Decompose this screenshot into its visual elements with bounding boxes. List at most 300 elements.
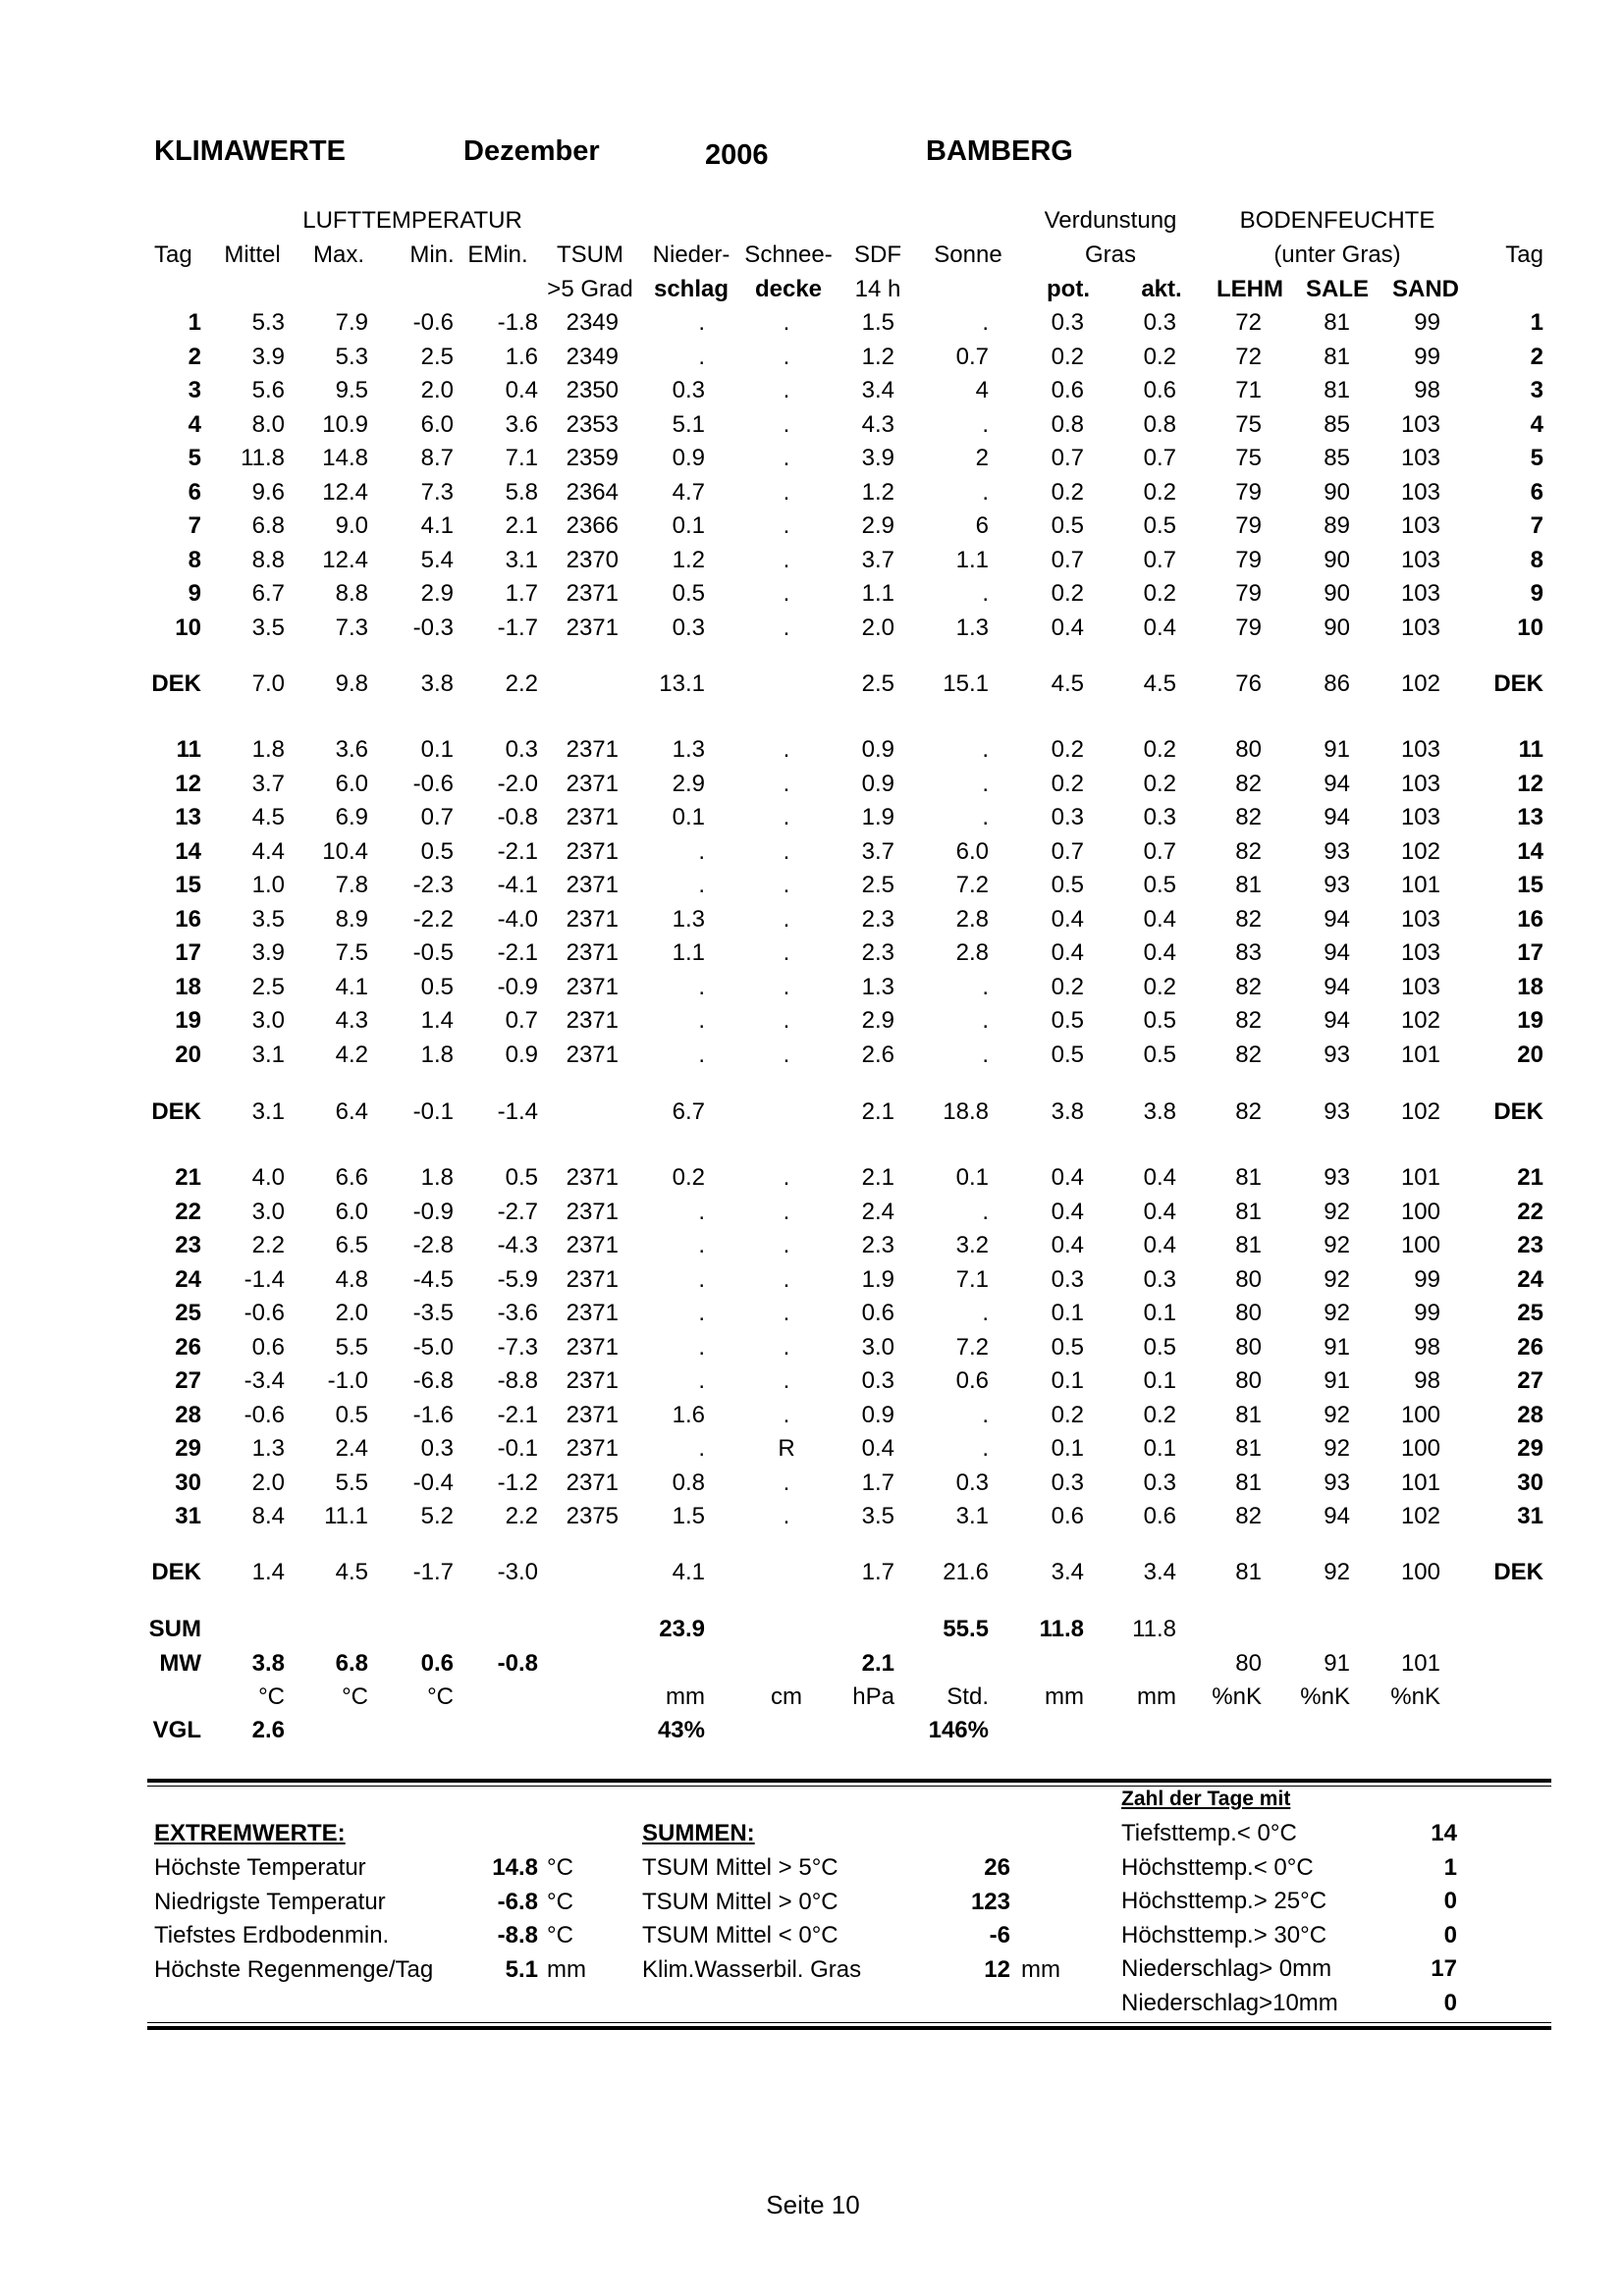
table-cell: 16 [175, 905, 201, 933]
table-cell: 3.4 [1143, 1559, 1176, 1585]
report-month: Dezember [463, 135, 600, 167]
table-cell: 0.2 [672, 1164, 705, 1191]
table-cell: 2353 [566, 410, 619, 438]
stat-label: Höchsttemp.> 30°C [1121, 1921, 1327, 1949]
header-sale: SALE [1305, 276, 1370, 302]
table-cell: 90 [1324, 614, 1350, 641]
table-cell: 5.5 [335, 1468, 368, 1496]
stat-value: 0 [1443, 1888, 1457, 1914]
table-cell: 1.9 [861, 804, 894, 830]
table-cell: 2.5 [861, 670, 894, 697]
table-cell: 11 [176, 736, 201, 763]
table-cell: 3.8 [420, 670, 454, 697]
table-cell: %nK [1212, 1683, 1262, 1710]
table-cell: 4.3 [861, 410, 894, 438]
table-cell: R [778, 1435, 795, 1462]
table-cell: 2.9 [861, 1007, 894, 1034]
table-cell: 0.3 [1143, 309, 1176, 336]
table-cell: 0.8 [672, 1468, 705, 1496]
table-cell: 1 [188, 309, 201, 336]
table-cell: 1.1 [672, 939, 705, 966]
table-cell: . [698, 837, 705, 865]
table-cell: 6 [188, 478, 201, 506]
table-cell: %nK [1390, 1683, 1440, 1710]
table-cell: 2371 [566, 939, 619, 966]
table-cell: 1.0 [251, 872, 285, 898]
table-cell: 8.9 [335, 905, 368, 933]
table-cell: 82 [1235, 770, 1262, 797]
table-cell: . [698, 1333, 705, 1361]
table-cell: 8.7 [420, 445, 454, 471]
table-cell: 103 [1400, 939, 1440, 966]
table-cell: 2 [188, 343, 201, 370]
table-cell: 0.5 [1143, 872, 1176, 898]
table-cell: 76 [1235, 670, 1262, 697]
table-cell: . [783, 1367, 790, 1394]
table-cell: 93 [1324, 1164, 1350, 1191]
table-cell: 0.3 [1051, 1265, 1084, 1293]
table-cell: 82 [1235, 837, 1262, 865]
table-cell: 3 [188, 377, 201, 403]
table-cell: . [783, 1300, 790, 1326]
table-cell: 15.1 [943, 670, 989, 697]
table-cell: 92 [1324, 1435, 1350, 1462]
table-cell: 0.5 [420, 837, 454, 865]
table-cell: 94 [1324, 1007, 1350, 1034]
table-cell: 2350 [566, 377, 619, 403]
table-cell: DEK [151, 670, 201, 697]
table-cell: 4 [975, 377, 989, 403]
table-cell: 2.0 [251, 1468, 285, 1496]
table-cell: 4.1 [672, 1559, 705, 1585]
table-cell: 3.4 [861, 377, 894, 403]
table-cell: 0.4 [1051, 1232, 1084, 1258]
stat-value: -6 [989, 1922, 1010, 1949]
table-cell: DEK [1493, 670, 1543, 697]
table-cell: 81 [1235, 1232, 1262, 1258]
table-cell: 90 [1324, 580, 1350, 607]
header-tsum-sub: >5 Grad [547, 276, 633, 302]
table-cell: 29 [175, 1435, 201, 1462]
table-cell: 20 [1517, 1041, 1543, 1068]
table-cell: 99 [1414, 1265, 1440, 1293]
table-cell: 11.8 [1132, 1616, 1176, 1642]
table-cell: 100 [1400, 1435, 1440, 1462]
table-cell: 8.8 [251, 546, 285, 573]
table-cell: 25 [175, 1300, 201, 1326]
table-cell: MW [159, 1650, 201, 1677]
table-cell: 0.7 [420, 804, 454, 830]
table-cell: 1.4 [420, 1007, 454, 1034]
table-cell: 3.9 [251, 939, 285, 966]
table-cell: . [783, 377, 790, 403]
table-cell: 23 [1517, 1232, 1543, 1258]
table-cell: . [698, 872, 705, 898]
table-cell: 0.5 [1143, 1041, 1176, 1068]
table-cell: 7.1 [955, 1265, 989, 1293]
table-cell: . [698, 1232, 705, 1258]
table-cell: 0.7 [1143, 837, 1176, 865]
table-cell: DEK [1493, 1098, 1543, 1125]
table-cell: 0.2 [1051, 343, 1084, 370]
table-cell: 23 [175, 1232, 201, 1258]
table-cell: 82 [1235, 1503, 1262, 1529]
table-cell: 8 [188, 546, 201, 573]
table-cell: 2371 [566, 973, 619, 1000]
table-cell: -1.6 [412, 1401, 454, 1428]
table-cell: 103 [1400, 905, 1440, 933]
table-cell: mm [666, 1683, 705, 1710]
table-cell: 0.4 [1051, 1198, 1084, 1225]
table-cell: 3.5 [251, 905, 285, 933]
table-cell: -2.0 [497, 770, 538, 797]
table-cell: 2.3 [861, 939, 894, 966]
table-cell: 10.4 [322, 837, 368, 865]
table-cell: . [783, 445, 790, 471]
table-cell: 25 [1517, 1300, 1543, 1326]
table-cell: . [982, 1300, 989, 1326]
table-cell: DEK [1493, 1559, 1543, 1585]
extremwerte-title: EXTREMWERTE: [154, 1820, 346, 1846]
header-sdf-sub: 14 h [854, 276, 901, 302]
table-cell: . [783, 973, 790, 1000]
table-cell: 2.1 [861, 1098, 894, 1125]
table-cell: 4.3 [335, 1007, 368, 1034]
table-cell: 102 [1400, 670, 1440, 697]
table-cell: 9.6 [251, 478, 285, 506]
table-cell: 1.3 [672, 736, 705, 763]
table-cell: 3.9 [861, 445, 894, 471]
stat-unit: mm [1021, 1955, 1060, 1983]
table-cell: 7.3 [335, 614, 368, 641]
table-cell: . [783, 546, 790, 573]
table-cell: 2.4 [335, 1435, 368, 1462]
table-cell: 2371 [566, 736, 619, 763]
table-cell: °C [427, 1683, 454, 1710]
table-cell: -3.5 [412, 1300, 454, 1326]
table-cell: 92 [1324, 1232, 1350, 1258]
table-cell: 0.7 [505, 1007, 538, 1034]
table-cell: 2371 [566, 1435, 619, 1462]
table-cell: 82 [1235, 1007, 1262, 1034]
table-cell: 0.6 [1143, 377, 1176, 403]
table-cell: %nK [1300, 1683, 1350, 1710]
table-cell: 0.6 [1051, 377, 1084, 403]
table-cell: 13.1 [659, 670, 705, 697]
table-cell: 22 [1517, 1198, 1543, 1225]
table-cell: 0.6 [861, 1300, 894, 1326]
table-cell: DEK [151, 1098, 201, 1125]
table-cell: 86 [1324, 670, 1350, 697]
table-cell: 0.6 [1143, 1503, 1176, 1529]
table-cell: . [783, 478, 790, 506]
table-cell: . [982, 309, 989, 336]
table-cell: 103 [1400, 973, 1440, 1000]
table-cell: 10.9 [322, 410, 368, 438]
table-cell: 92 [1324, 1265, 1350, 1293]
report-station: BAMBERG [926, 135, 1073, 167]
table-cell: 0.1 [1051, 1367, 1084, 1394]
table-cell: 0.5 [1143, 1007, 1176, 1034]
table-cell: 2.9 [420, 580, 454, 607]
table-cell: . [982, 1435, 989, 1462]
table-cell: 12.4 [322, 478, 368, 506]
table-cell: 2.1 [861, 1650, 894, 1677]
table-cell: -3.6 [497, 1300, 538, 1326]
rule-bottom-thick [147, 2026, 1551, 2030]
table-cell: 18 [175, 973, 201, 1000]
table-cell: 93 [1324, 1041, 1350, 1068]
table-cell: 18.8 [943, 1098, 989, 1125]
table-cell: 80 [1235, 1333, 1262, 1361]
table-cell: 28 [1517, 1401, 1543, 1428]
zahl-der-tage-title: Zahl der Tage mit [1121, 1788, 1291, 1810]
stat-label: Niedrigste Temperatur [154, 1888, 386, 1915]
table-cell: -2.1 [497, 1401, 538, 1428]
table-cell: 0.5 [1143, 512, 1176, 539]
table-cell: 0.3 [1143, 1265, 1176, 1293]
table-cell: 82 [1235, 905, 1262, 933]
table-cell: 0.2 [1143, 973, 1176, 1000]
table-cell: -0.1 [497, 1435, 538, 1462]
table-cell: . [698, 1007, 705, 1034]
table-cell: 101 [1400, 1164, 1440, 1191]
stat-value: 14.8 [492, 1854, 538, 1881]
table-cell: 2.0 [861, 614, 894, 641]
table-cell: 2.3 [861, 905, 894, 933]
table-cell: 80 [1235, 1367, 1262, 1394]
table-cell: 89 [1324, 512, 1350, 539]
table-cell: 0.7 [1051, 445, 1084, 471]
table-cell: 6.8 [335, 1650, 368, 1677]
table-cell: -1.0 [327, 1367, 368, 1394]
table-cell: 0.1 [1143, 1435, 1176, 1462]
stat-label: Höchste Temperatur [154, 1854, 366, 1881]
table-cell: 1.7 [861, 1468, 894, 1496]
table-cell: 5.1 [672, 410, 705, 438]
table-cell: 85 [1324, 410, 1350, 438]
table-cell: 43% [657, 1717, 705, 1743]
table-cell: 0.3 [672, 614, 705, 641]
table-cell: 6.5 [335, 1232, 368, 1258]
table-cell: 2 [975, 445, 989, 471]
table-cell: 0.2 [1143, 343, 1176, 370]
table-cell: 1.1 [861, 580, 894, 607]
table-cell: 72 [1235, 309, 1262, 336]
table-cell: . [783, 1265, 790, 1293]
table-cell: 2.5 [861, 872, 894, 898]
table-cell: 79 [1235, 478, 1262, 506]
table-cell: 146% [928, 1717, 989, 1743]
stat-label: Tiefsttemp.< 0°C [1121, 1820, 1297, 1846]
stat-label: TSUM Mittel > 5°C [642, 1854, 839, 1881]
table-cell: 91 [1324, 736, 1350, 763]
table-cell: 81 [1235, 1435, 1262, 1462]
header-mittel: Mittel [224, 241, 281, 268]
table-cell: 0.7 [1143, 546, 1176, 573]
table-cell: 6.0 [955, 837, 989, 865]
table-cell: . [982, 770, 989, 797]
header-unter-gras: (unter Gras) [1273, 241, 1401, 268]
table-cell: 0.2 [1051, 770, 1084, 797]
table-cell: -0.9 [412, 1198, 454, 1225]
table-cell: 0.5 [1143, 1333, 1176, 1361]
table-cell: 94 [1324, 770, 1350, 797]
stat-unit: mm [547, 1955, 586, 1983]
table-cell: 102 [1400, 837, 1440, 865]
stat-unit: °C [547, 1888, 573, 1915]
table-cell: 14.8 [322, 445, 368, 471]
table-cell: 2.9 [672, 770, 705, 797]
group-verdunstung: Verdunstung [1044, 207, 1177, 234]
table-cell: . [698, 1265, 705, 1293]
table-cell: -2.7 [497, 1198, 538, 1225]
table-cell: . [698, 1435, 705, 1462]
table-cell: SUM [148, 1616, 201, 1642]
table-cell: 7.2 [955, 872, 989, 898]
table-cell: 101 [1400, 1650, 1440, 1677]
table-cell: 2.0 [420, 377, 454, 403]
table-cell: 0.5 [1051, 1041, 1084, 1068]
table-cell: 2366 [566, 512, 619, 539]
table-cell: 24 [175, 1265, 201, 1293]
table-cell: -3.0 [497, 1559, 538, 1585]
table-cell: -7.3 [497, 1333, 538, 1361]
table-cell: . [698, 1041, 705, 1068]
table-cell: 3.4 [1051, 1559, 1084, 1585]
table-cell: . [698, 1300, 705, 1326]
table-cell: 0.7 [955, 343, 989, 370]
table-cell: -0.6 [412, 770, 454, 797]
table-cell: 2371 [566, 1333, 619, 1361]
table-cell: 82 [1235, 1041, 1262, 1068]
table-cell: 92 [1324, 1198, 1350, 1225]
table-cell: 1.5 [861, 309, 894, 336]
table-cell: 72 [1235, 343, 1262, 370]
table-cell: 1.9 [861, 1265, 894, 1293]
table-cell: -0.6 [243, 1401, 285, 1428]
table-cell: 0.6 [955, 1367, 989, 1394]
table-cell: 4.1 [335, 973, 368, 1000]
table-cell: 90 [1324, 478, 1350, 506]
table-cell: . [783, 905, 790, 933]
table-cell: . [982, 804, 989, 830]
stat-value: 1 [1443, 1853, 1457, 1881]
table-cell: 0.1 [1143, 1300, 1176, 1326]
table-cell: 0.3 [861, 1367, 894, 1394]
table-cell: -0.5 [412, 939, 454, 966]
table-cell: 81 [1235, 1198, 1262, 1225]
table-cell: 2.5 [251, 973, 285, 1000]
table-cell: 2.8 [955, 939, 989, 966]
table-cell: 7.5 [335, 939, 368, 966]
table-cell: hPa [852, 1683, 894, 1710]
report-title: KLIMAWERTE [154, 135, 346, 167]
table-cell: 28 [175, 1401, 201, 1428]
stat-label: Klim.Wasserbil. Gras [642, 1955, 862, 1983]
table-cell: 5.8 [505, 478, 538, 506]
table-cell: . [698, 1198, 705, 1225]
table-cell: 30 [1517, 1468, 1543, 1496]
table-cell: 0.4 [861, 1435, 894, 1462]
table-cell: 5 [1530, 445, 1543, 471]
table-cell: 2371 [566, 1007, 619, 1034]
table-cell: 2371 [566, 1468, 619, 1496]
table-cell: 0.9 [861, 770, 894, 797]
table-cell: 11.8 [1039, 1616, 1084, 1642]
table-cell: 3.1 [955, 1503, 989, 1529]
table-cell: 0.3 [1051, 804, 1084, 830]
header-max: Max. [312, 241, 365, 268]
table-cell: 7 [188, 512, 201, 539]
table-cell: -1.4 [243, 1265, 285, 1293]
table-cell: . [982, 478, 989, 506]
table-cell: 2359 [566, 445, 619, 471]
table-cell: . [783, 1468, 790, 1496]
table-cell: 0.4 [1051, 939, 1084, 966]
table-cell: 0.5 [672, 580, 705, 607]
table-cell: -2.1 [497, 939, 538, 966]
table-cell: 0.1 [672, 512, 705, 539]
table-cell: 1.8 [251, 736, 285, 763]
table-cell: cm [771, 1683, 802, 1710]
table-cell: 11.1 [324, 1503, 368, 1529]
table-cell: 30 [175, 1468, 201, 1496]
table-cell: 3.5 [251, 614, 285, 641]
table-cell: -4.1 [497, 872, 538, 898]
table-cell: 2371 [566, 1367, 619, 1394]
table-cell: 17 [1517, 939, 1543, 966]
stat-label: Höchsttemp.> 25°C [1121, 1888, 1327, 1914]
table-cell: 83 [1235, 939, 1262, 966]
table-cell: 102 [1400, 1007, 1440, 1034]
table-cell: 6 [1530, 478, 1543, 506]
table-cell: -3.4 [243, 1367, 285, 1394]
table-cell: 0.3 [420, 1435, 454, 1462]
table-cell: 4.0 [251, 1164, 285, 1191]
table-cell: 0.3 [1143, 804, 1176, 830]
header-akt: akt. [1141, 276, 1182, 302]
header-pot: pot. [1047, 276, 1090, 302]
table-cell: -1.7 [497, 614, 538, 641]
header-sand: SAND [1391, 276, 1460, 302]
table-cell: 102 [1400, 1503, 1440, 1529]
table-cell: 98 [1414, 377, 1440, 403]
table-cell: 4 [1530, 410, 1543, 438]
table-cell: 7 [1530, 512, 1543, 539]
table-cell: 8.8 [335, 580, 368, 607]
table-cell: mm [1045, 1683, 1084, 1710]
table-cell: 3.1 [505, 546, 538, 573]
table-cell: . [982, 736, 989, 763]
table-cell: 4.7 [672, 478, 705, 506]
table-cell: 1.3 [861, 973, 894, 1000]
table-cell: 4.8 [335, 1265, 368, 1293]
table-cell: 3.9 [251, 343, 285, 370]
table-cell: 21 [1517, 1164, 1543, 1191]
table-cell: 2.4 [861, 1198, 894, 1225]
table-cell: -0.8 [497, 804, 538, 830]
table-cell: 2.2 [505, 670, 538, 697]
table-cell: 2.6 [251, 1717, 285, 1743]
table-cell: 90 [1324, 546, 1350, 573]
table-cell: 13 [1517, 804, 1543, 830]
rule-bottom-thin [147, 2022, 1551, 2023]
table-cell: 6.8 [251, 512, 285, 539]
table-cell: . [783, 614, 790, 641]
table-cell: 98 [1414, 1367, 1440, 1394]
table-cell: -1.8 [497, 309, 538, 336]
